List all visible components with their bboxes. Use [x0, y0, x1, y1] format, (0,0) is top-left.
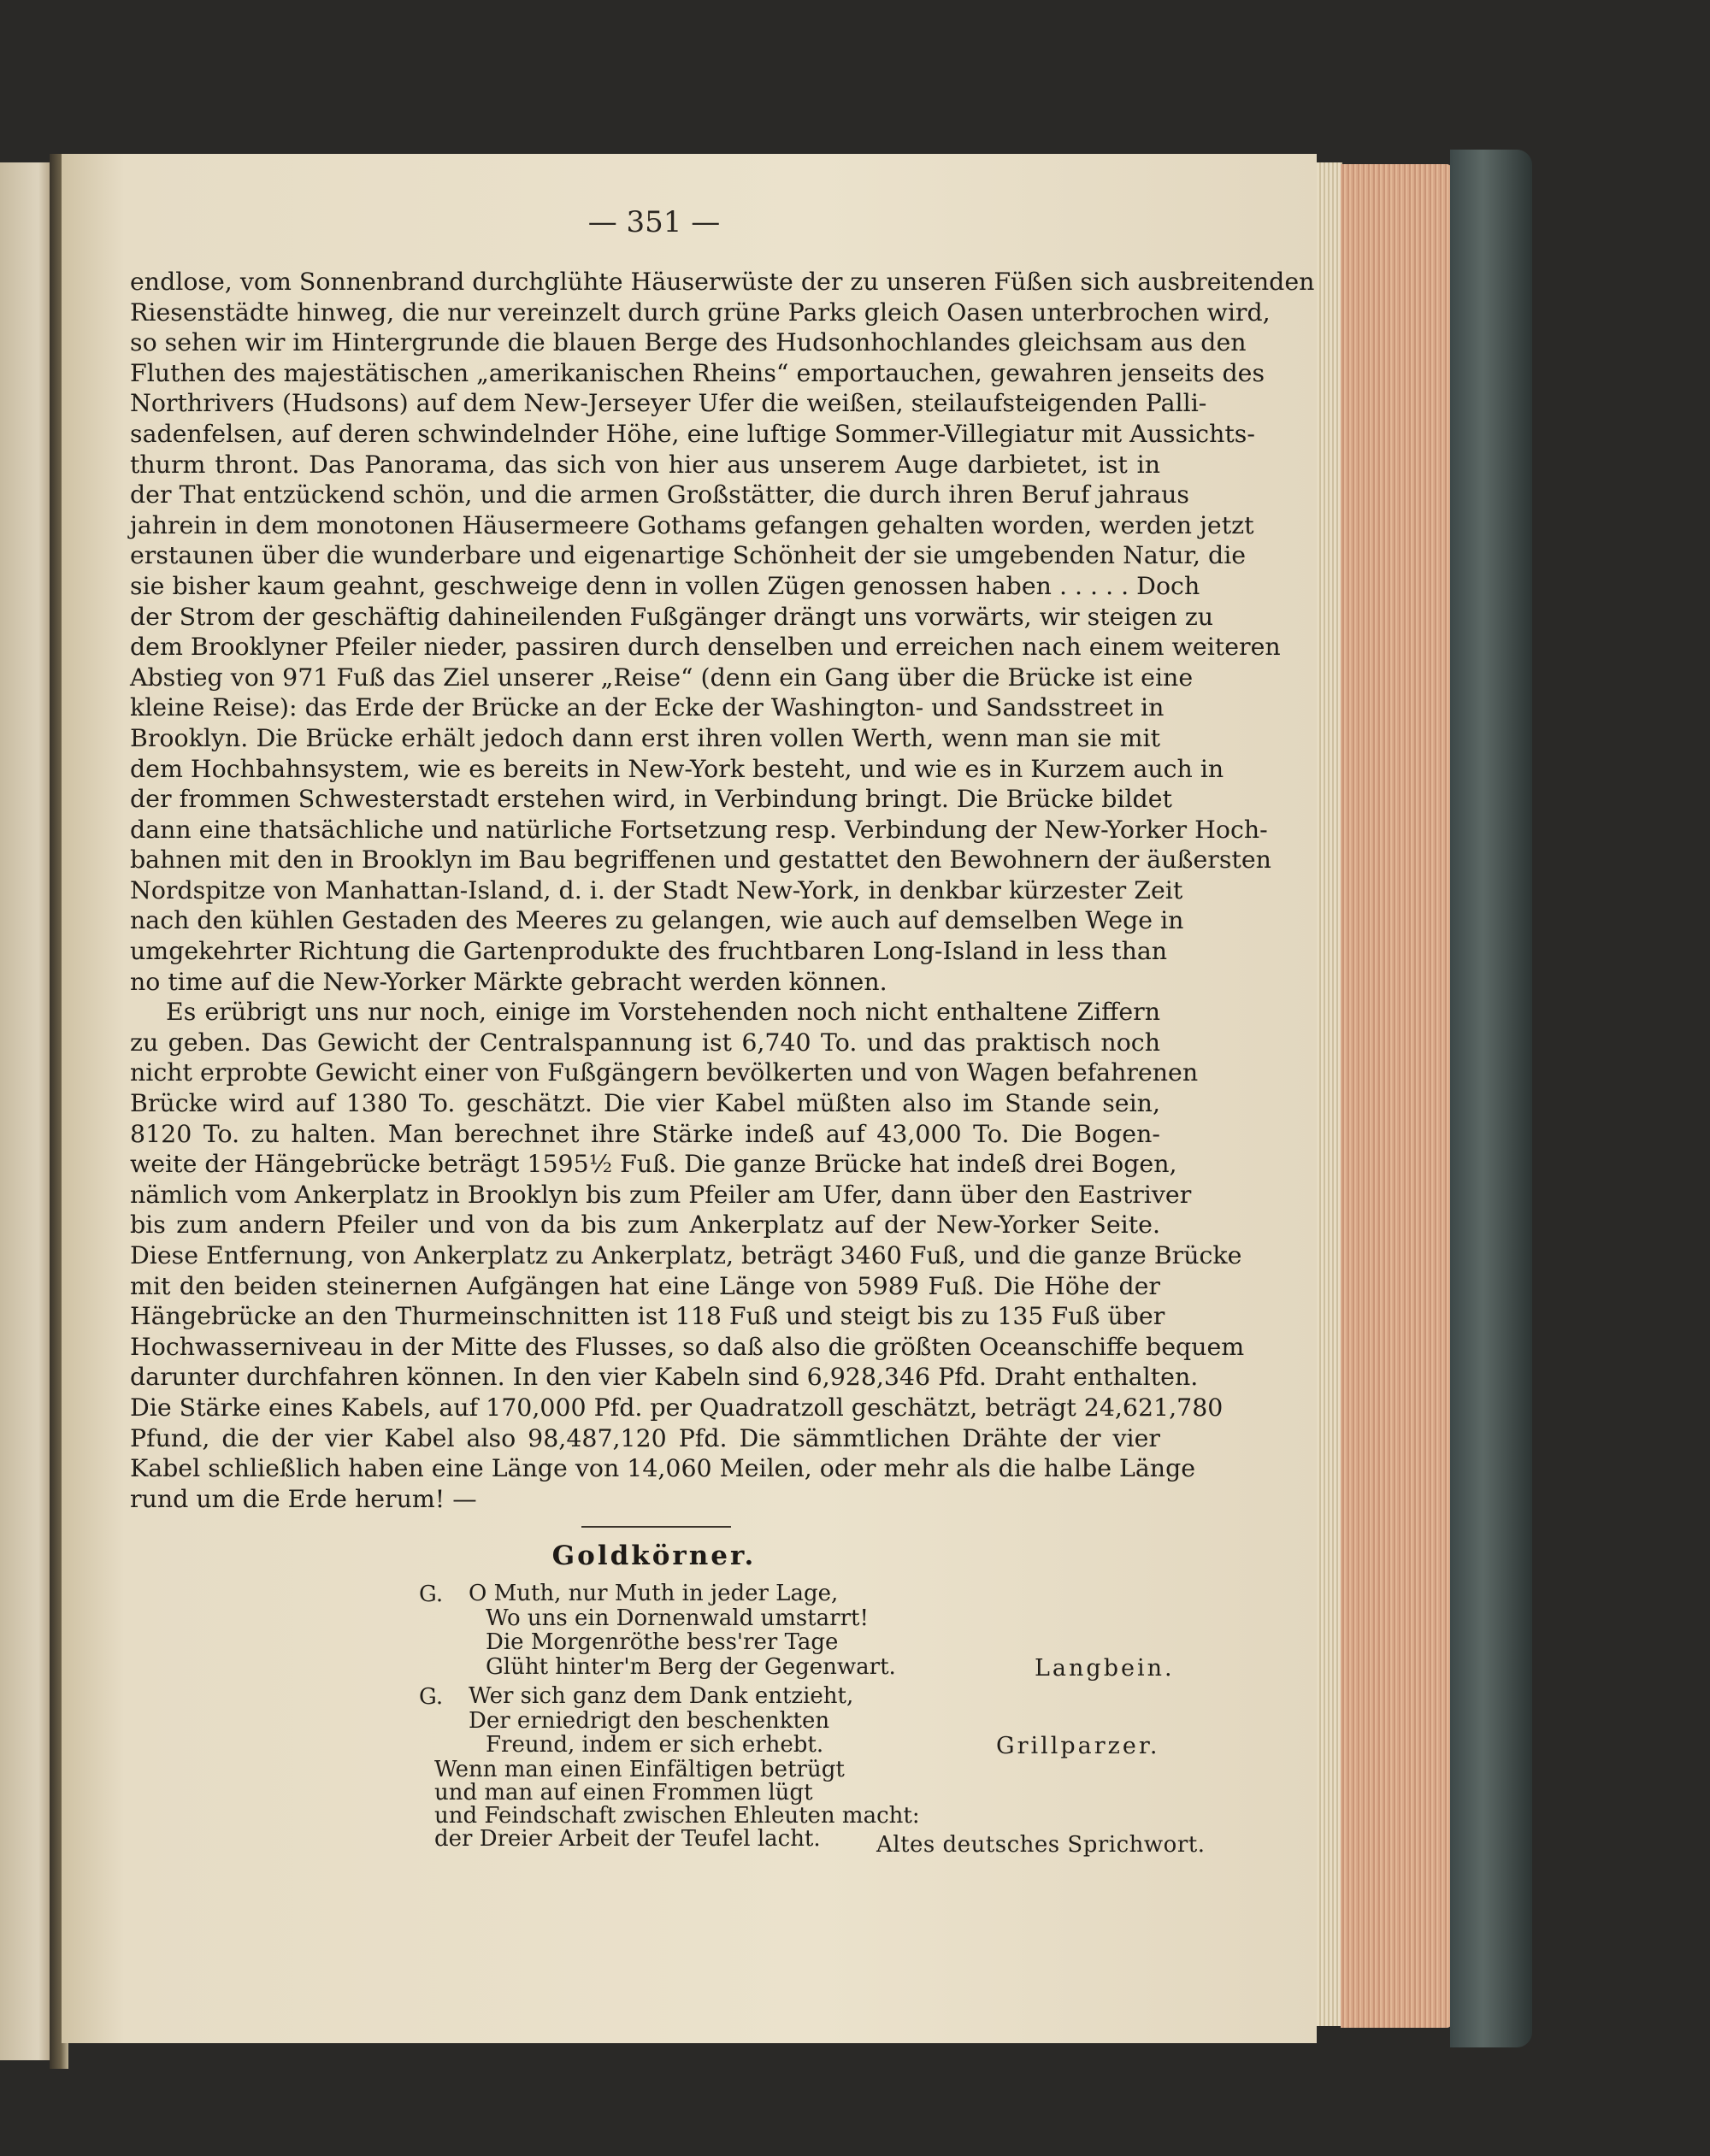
page-number: — 351 —: [587, 205, 721, 239]
verse-line: der Dreier Arbeit der Teufel lacht.: [434, 1826, 821, 1852]
text-line: no time auf die New-Yorker Märkte gebracht werden können.: [130, 967, 887, 996]
text-line: Kabel schließlich haben eine Länge von 14,060 Meilen, oder mehr als die halbe Länge: [130, 1454, 1196, 1483]
verse-marker: G.: [419, 1684, 444, 1710]
text-line: bahnen mit den in Brooklyn im Bau begriffenen und gestattet den Bewohnern der äußersten: [130, 845, 1271, 875]
text-line: Hochwasserniveau in der Mitte des Flusses, so daß also die größten Oceanschiffe bequem: [130, 1332, 1245, 1361]
text-line: bis zum andern Pfeiler und von da bis zum Ankerplatz auf der New-Yorker Seite.: [130, 1211, 1160, 1240]
verse-line: Wo uns ein Dornenwald umstarrt!: [486, 1605, 869, 1631]
author-proverb: Altes deutsches Sprichwort.: [876, 1832, 1206, 1858]
text-line: 8120 To. zu halten. Man berechnet ihre Stärke indeß auf 43,000 To. Die Bogen-: [130, 1119, 1160, 1148]
text-line: jahrein in dem monotonen Häusermeere Gothams gefangen gehalten worden, werden jetzt: [130, 510, 1254, 539]
author-grillparzer: Grillparzer.: [996, 1733, 1160, 1759]
text-line: Hängebrücke an den Thurmeinschnitten ist 118 Fuß und steigt bis zu 135 Fuß über: [130, 1302, 1165, 1331]
text-line: nicht erprobte Gewicht einer von Fußgängern bevölkerten und von Wagen befahrenen: [130, 1058, 1199, 1087]
body-text: [130, 267, 1315, 1514]
text-line: Es erübrigt uns nur noch, einige im Vorstehenden noch nicht enthaltene Ziffern: [166, 998, 1160, 1027]
author-langbein: Langbein.: [1035, 1655, 1175, 1682]
text-line: thurm thront. Das Panorama, das sich von hier aus unserem Auge darbietet, ist in: [130, 450, 1160, 479]
verse-line: Wer sich ganz dem Dank entzieht,: [469, 1683, 854, 1709]
book-block-edge: [1341, 164, 1452, 2028]
left-page-edge: [0, 162, 55, 2060]
text-line: nämlich vom Ankerplatz in Brooklyn bis zum Pfeiler am Ufer, dann über den Eastriver: [130, 1180, 1192, 1209]
text-line: Abstieg von 971 Fuß das Ziel unserer „Reise“ (denn ein Gang über die Brücke ist eine: [130, 663, 1194, 692]
text-line: sadenfelsen, auf deren schwindelnder Höhe, eine luftige Sommer-Villegiatur mit Aussichts-: [130, 419, 1255, 448]
text-line: endlose, vom Sonnenbrand durchglühte Häuserwüste der zu unseren Füßen sich ausbreitenden: [130, 268, 1315, 296]
book-spine: [1450, 150, 1532, 2047]
text-line: erstaunen über die wunderbare und eigenartige Schönheit der sie umgebenden Natur, die: [130, 541, 1247, 570]
section-heading: Goldkörner.: [551, 1540, 757, 1571]
verse-line: Freund, indem er sich erhebt.: [486, 1732, 824, 1758]
verse-line: Wenn man einen Einfältigen betrügt: [434, 1757, 845, 1782]
section-divider: [581, 1526, 731, 1528]
text-line: umgekehrter Richtung die Gartenprodukte des fruchtbaren Long-Island in less than: [130, 937, 1168, 966]
text-line: nach den kühlen Gestaden des Meeres zu gelangen, wie auch auf demselben Wege in: [130, 906, 1184, 935]
text-line: Riesenstädte hinweg, die nur vereinzelt durch grüne Parks gleich Oasen unterbrochen wird,: [130, 297, 1271, 327]
text-line: dann eine thatsächliche und natürliche Fortsetzung resp. Verbindung der New-Yorker Hoch-: [130, 815, 1268, 844]
text-line: Brooklyn. Die Brücke erhält jedoch dann erst ihren vollen Werth, wenn man sie mit: [130, 723, 1160, 752]
text-line: Pfund, die der vier Kabel also 98,487,120 Pfd. Die sämmtlichen Drähte der vier: [130, 1423, 1160, 1452]
text-line: dem Hochbahnsystem, wie es bereits in New-York besteht, und wie es in Kurzem auch in: [130, 754, 1224, 783]
text-line: rund um die Erde herum! —: [130, 1484, 477, 1513]
text-line: mit den beiden steinernen Aufgängen hat eine Länge von 5989 Fuß. Die Höhe der: [130, 1271, 1160, 1300]
verse-line: Der erniedrigt den beschenkten: [469, 1707, 830, 1734]
verse-line: und man auf einen Frommen lügt: [434, 1780, 813, 1806]
text-line: so sehen wir im Hintergrunde die blauen Berge des Hudsonhochlandes gleichsam aus den: [130, 328, 1247, 357]
verse-line: O Muth, nur Muth in jeder Lage,: [469, 1581, 839, 1606]
text-line: Fluthen des majestätischen „amerikanischen Rheins“ emportauchen, gewahren jenseits des: [130, 358, 1265, 387]
verse-line: Die Morgenröthe bess'rer Tage: [486, 1629, 839, 1655]
text-line: dem Brooklyner Pfeiler nieder, passiren durch denselben und erreichen nach einem weiteren: [130, 633, 1281, 662]
verse-line: Glüht hinter'm Berg der Gegenwart.: [486, 1653, 896, 1680]
text-line: weite der Hängebrücke beträgt 1595½ Fuß. Die ganze Brücke hat indeß drei Bogen,: [130, 1150, 1177, 1179]
verse-marker: G.: [419, 1582, 444, 1607]
text-line: der That entzückend schön, und die armen Großstätter, die durch ihren Beruf jahraus: [130, 480, 1189, 510]
text-line: Diese Entfernung, von Ankerplatz zu Ankerplatz, beträgt 3460 Fuß, und die ganze Brücke: [130, 1241, 1242, 1269]
text-line: kleine Reise): das Erde der Brücke an der Ecke der Washington- und Sandsstreet in: [130, 693, 1165, 722]
text-line: der frommen Schwesterstadt erstehen wird, in Verbindung bringt. Die Brücke bildet: [130, 785, 1172, 814]
text-line: Northrivers (Hudsons) auf dem New-Jerseyer Ufer die weißen, steilaufsteigenden Palli-: [130, 389, 1207, 418]
text-line: zu geben. Das Gewicht der Centralspannung ist 6,740 To. und das praktisch noch: [130, 1028, 1160, 1057]
text-line: der Strom der geschäftig dahineilenden Fußgänger drängt uns vorwärts, wir steigen zu: [130, 602, 1214, 631]
verse-line: und Feindschaft zwischen Ehleuten macht:: [434, 1803, 920, 1829]
text-line: Brücke wird auf 1380 To. geschätzt. Die vier Kabel müßten also im Stande sein,: [130, 1089, 1160, 1118]
text-line: Nordspitze von Manhattan-Island, d. i. der Stadt New-York, in denkbar kürzester Zeit: [130, 875, 1183, 904]
page-edges: [1317, 162, 1342, 2026]
text-line: darunter durchfahren können. In den vier Kabeln sind 6,928,346 Pfd. Draht enthalten.: [130, 1363, 1199, 1392]
text-line: Die Stärke eines Kabels, auf 170,000 Pfd. per Quadratzoll geschätzt, beträgt 24,621,780: [130, 1393, 1224, 1422]
text-line: sie bisher kaum geahnt, geschweige denn in vollen Zügen genossen haben . . . . . Doch: [130, 571, 1200, 600]
proverb-verse: [434, 1758, 920, 1851]
